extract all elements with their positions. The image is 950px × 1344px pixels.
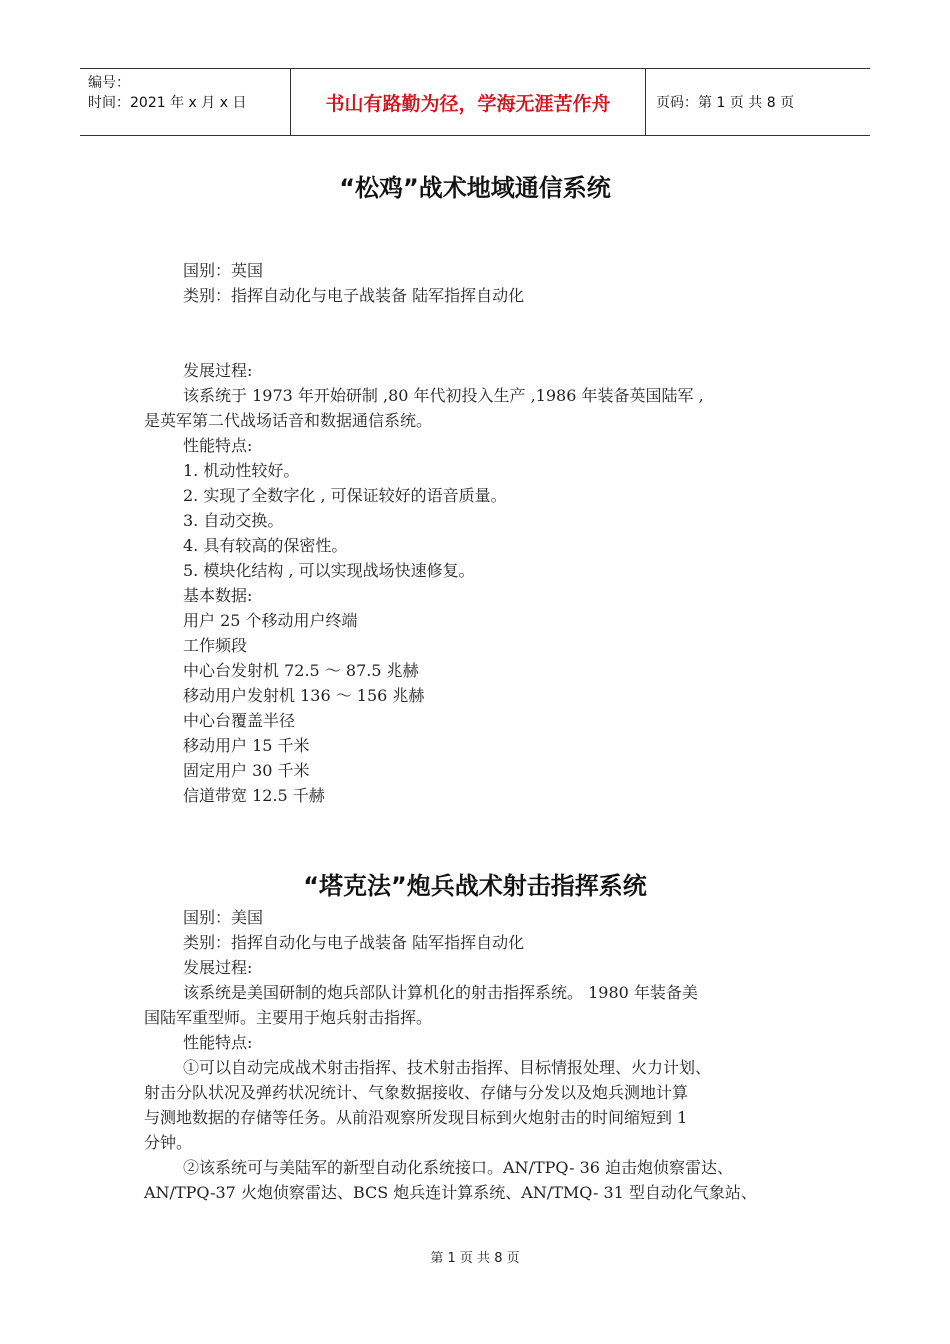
section1-basic-item: 移动用户发射机 136 ～ 156 兆赫 (183, 686, 425, 705)
section1-basic-item: 中心台发射机 72.5 ～ 87.5 兆赫 (183, 661, 419, 680)
section2-perf2-line: ②该系统可与美陆军的新型自动化系统接口。AN/TPQ- 36 迫击炮侦察雷达、 (183, 1158, 734, 1177)
section2-perf1-line: 分钟。 (144, 1133, 193, 1152)
section1-perf-label: 性能特点: (183, 436, 253, 455)
section1-perf-item: 2. 实现了全数字化 , 可保证较好的语音质量。 (183, 486, 507, 505)
section1-basic-item: 固定用户 30 千米 (183, 761, 310, 780)
page-footer: 第 1 页 共 8 页 (430, 1251, 520, 1266)
section2-category: 类别：指挥自动化与电子战装备 陆军指挥自动化 (183, 933, 525, 952)
section1-perf-item: 1. 机动性较好。 (183, 461, 300, 480)
section2-perf1-line: 与测地数据的存储等任务。从前沿观察所发现目标到火炮射击的时间缩短到 1 (144, 1108, 688, 1127)
section1-title: “松鸡”战术地域通信系统 (339, 174, 611, 202)
section1-dev-text-2: 是英军第二代战场话音和数据通信系统。 (144, 411, 433, 430)
section1-basic-item: 用户 25 个移动用户终端 (183, 611, 358, 630)
section2-perf-label: 性能特点: (183, 1033, 253, 1052)
header-page-code: 页码：第 1 页 共 8 页 (656, 95, 795, 111)
header-motto: 书山有路勤为径，学海无涯苦作舟 (291, 69, 646, 135)
section1-basic-item: 移动用户 15 千米 (183, 736, 310, 755)
section1-category: 类别：指挥自动化与电子战装备 陆军指挥自动化 (183, 286, 525, 305)
header-meta (80, 69, 291, 135)
section2-country: 国别：美国 (183, 908, 264, 927)
section1-country: 国别：英国 (183, 261, 264, 280)
header-time-label: 时间：2021 年 x 月 x 日 (88, 95, 247, 111)
page-header (80, 68, 870, 136)
section2-perf2-line: AN/TPQ-37 火炮侦察雷达、BCS 炮兵连计算系统、AN/TMQ- 31 型自动化气象站、 (144, 1183, 757, 1202)
section2-perf1-line: 射击分队状况及弹药状况统计、气象数据接收、存储与分发以及炮兵测地计算 (144, 1083, 689, 1102)
section1-dev-label: 发展过程: (183, 361, 253, 380)
section1-basic-item: 信道带宽 12.5 千赫 (183, 786, 325, 805)
section1-perf-item: 5. 模块化结构 , 可以实现战场快速修复。 (183, 561, 475, 580)
section1-perf-item: 4. 具有较高的保密性。 (183, 536, 348, 555)
section2-title: “塔克法”炮兵战术射击指挥系统 (303, 872, 647, 900)
section1-basic-item: 中心台覆盖半径 (183, 711, 296, 730)
header-number-label: 编号： (88, 75, 130, 91)
section1-dev-text-1: 该系统于 1973 年开始研制 ,80 年代初投入生产 ,1986 年装备英国陆军 , (183, 386, 704, 405)
section1-basic-label: 基本数据: (183, 586, 253, 605)
section1-basic-item: 工作频段 (183, 636, 248, 655)
section2-dev-text-1: 该系统是美国研制的炮兵部队计算机化的射击指挥系统。 1980 年装备美 (183, 983, 698, 1002)
section2-perf1-line: ①可以自动完成战术射击指挥、技术射击指挥、目标情报处理、火力计划、 (183, 1058, 712, 1077)
section2-dev-text-2: 国陆军重型师。主要用于炮兵射击指挥。 (144, 1008, 433, 1027)
section1-perf-item: 3. 自动交换。 (183, 511, 284, 530)
section2-dev-label: 发展过程: (183, 958, 253, 977)
